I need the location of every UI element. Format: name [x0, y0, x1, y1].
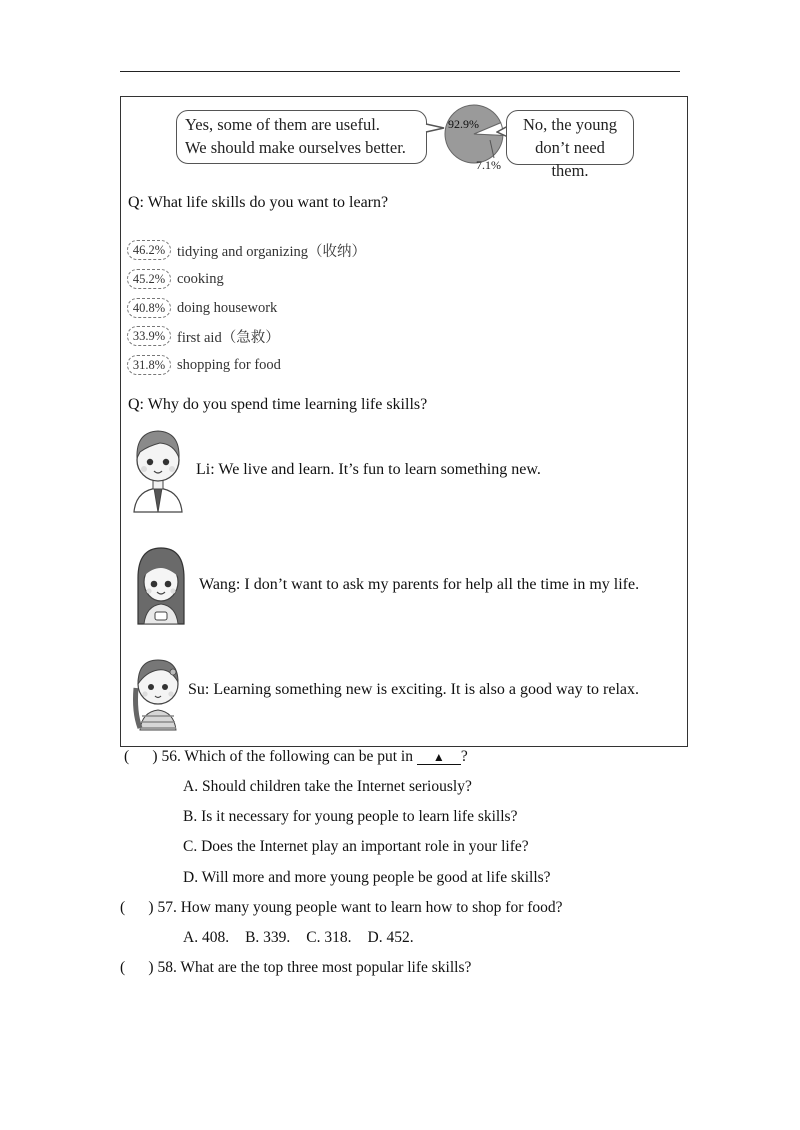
why-question: Q: Why do you spend time learning life skills?	[128, 396, 428, 413]
no-speech-bubble	[506, 110, 634, 180]
wang-quote: Wang: I don’t want to ask my parents for help all the time in my life.	[199, 576, 640, 593]
skill-row	[127, 324, 280, 348]
skill-percent-badge: 45.2%	[127, 269, 171, 289]
question-56	[124, 748, 468, 766]
option-c[interactable]: C. 318.	[306, 929, 352, 946]
skill-label: shopping for food	[177, 356, 281, 373]
no-bubble-line-2: don’t need them.	[535, 138, 605, 180]
li-avatar	[130, 426, 186, 512]
skill-label: tidying and organizing（收纳）	[177, 243, 367, 260]
skills-question: Q: What life skills do you want to learn?	[128, 194, 389, 211]
option-a[interactable]: A. Should children take the Internet seriously?	[183, 778, 472, 795]
question-stem: 58. What are the top three most popular life skills?	[157, 959, 472, 976]
answer-paren[interactable]: ( )	[124, 748, 158, 765]
skill-percent-badge: 33.9%	[127, 326, 171, 346]
top-rule	[120, 71, 680, 72]
option-b[interactable]: B. 339.	[245, 929, 291, 946]
skill-label: cooking	[177, 270, 224, 287]
option-d[interactable]: D. 452.	[367, 929, 414, 946]
skill-percent-badge: 31.8%	[127, 355, 171, 375]
su-quote: Su: Learning something new is exciting. It is also a good way to relax.	[188, 681, 640, 698]
yes-bubble-line-2: We should make ourselves better.	[185, 138, 406, 157]
skill-label: first aid（急救）	[177, 329, 280, 346]
skill-row	[127, 353, 281, 377]
skill-percent-badge: 46.2%	[127, 240, 171, 260]
question-end: ?	[460, 748, 468, 765]
pie-yes-label: 92.9%	[448, 117, 479, 131]
skill-row	[127, 296, 277, 320]
question-57	[120, 899, 563, 917]
yes-speech-bubble	[176, 110, 427, 164]
wang-avatar	[132, 544, 190, 624]
answer-paren[interactable]: ( )	[120, 899, 154, 916]
skill-row	[127, 267, 224, 291]
pie-no-label: 7.1%	[476, 158, 501, 172]
answer-paren[interactable]: ( )	[120, 959, 154, 976]
skill-row	[127, 238, 366, 262]
skill-percent-badge: 40.8%	[127, 298, 171, 318]
option-d[interactable]: D. Will more and more young people be good at life skills?	[183, 869, 551, 886]
skill-label: doing housework	[177, 299, 278, 316]
question-stem: 56. Which of the following can be put in	[161, 748, 413, 765]
option-a[interactable]: A. 408.	[183, 929, 230, 946]
question-stem: 57. How many young people want to learn how to shop for food?	[157, 899, 563, 916]
no-bubble-line-1: No, the young	[523, 115, 617, 134]
option-c[interactable]: C. Does the Internet play an important role in your life?	[183, 838, 529, 855]
su-avatar	[130, 652, 186, 732]
question-57-options	[183, 929, 414, 947]
blank-marker: ▲	[417, 750, 461, 765]
li-quote: Li: We live and learn. It’s fun to learn something new.	[196, 461, 541, 478]
yes-bubble-line-1: Yes, some of them are useful.	[185, 115, 380, 134]
question-58	[120, 959, 471, 977]
option-b[interactable]: B. Is it necessary for young people to learn life skills?	[183, 808, 518, 825]
